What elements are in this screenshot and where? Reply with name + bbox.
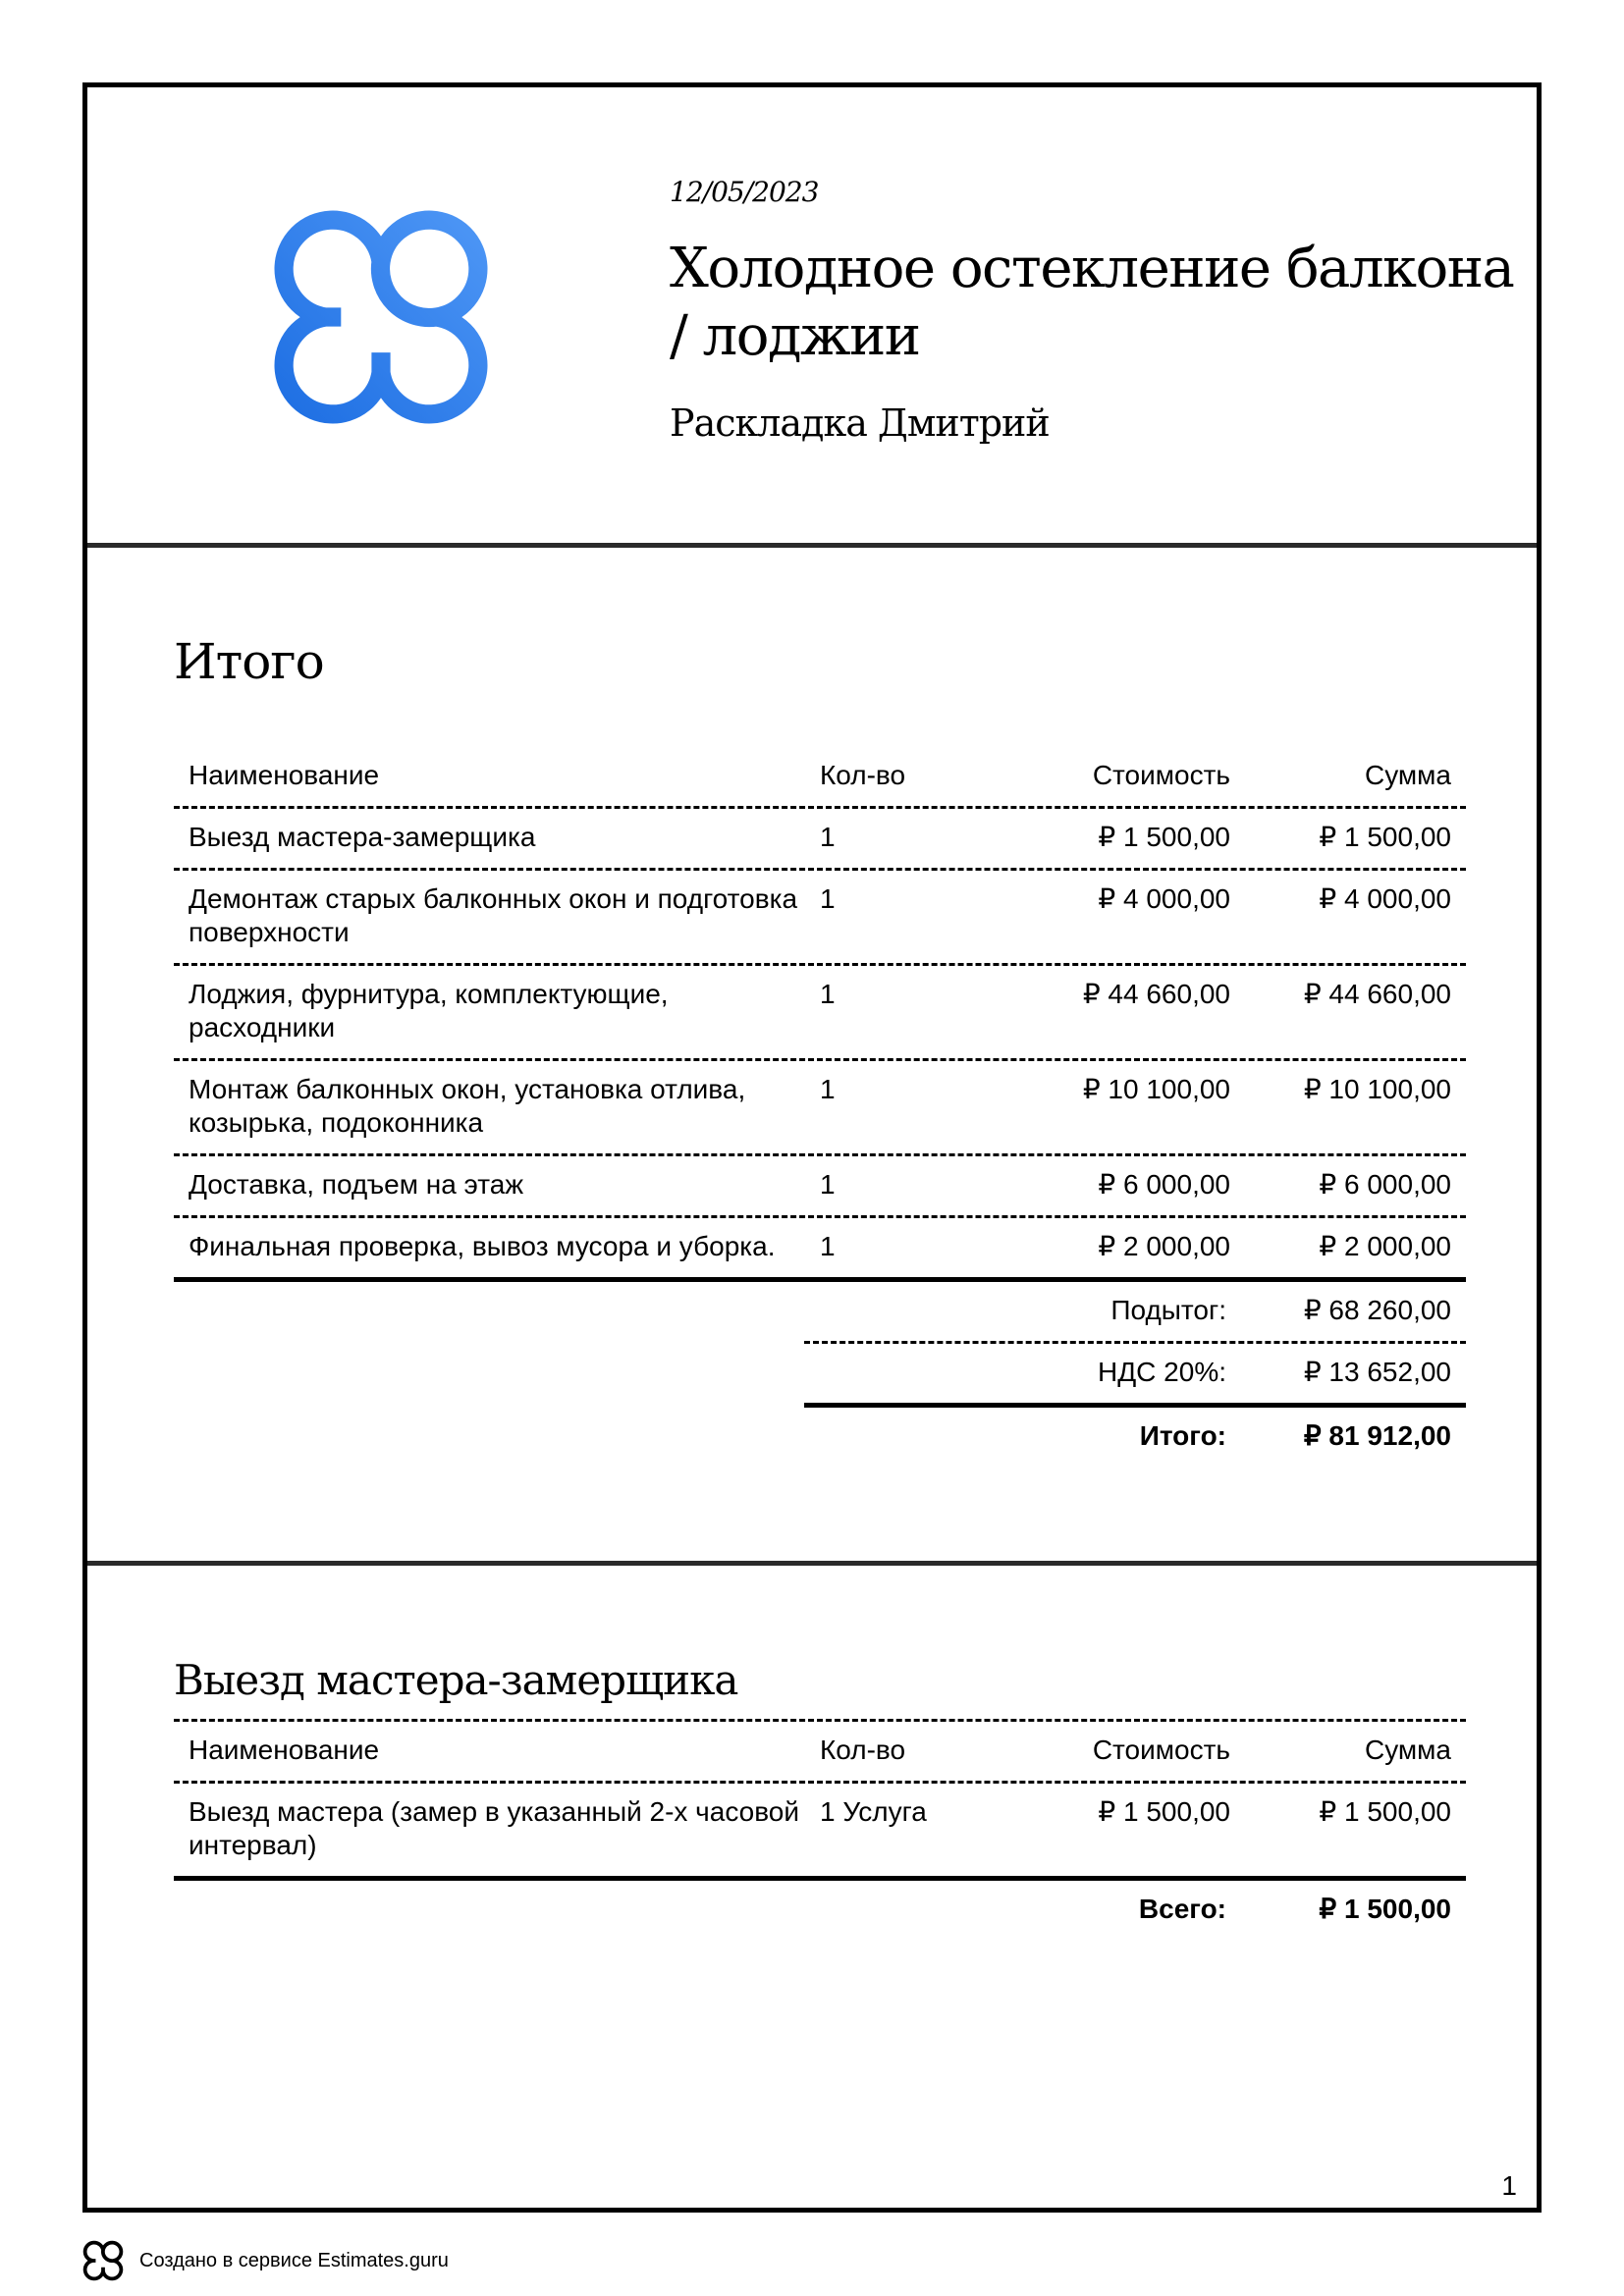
item-qty: 1 Услуга xyxy=(820,1796,927,1827)
section-divider xyxy=(87,543,1537,548)
item-qty: 1 xyxy=(820,1074,836,1104)
totals-block xyxy=(804,1282,1466,1467)
item-cost: ₽ 1 500,00 xyxy=(1098,1796,1230,1827)
item-sum: ₽ 4 000,00 xyxy=(1319,883,1451,914)
item-sum: ₽ 2 000,00 xyxy=(1319,1231,1451,1261)
table-row xyxy=(174,1218,1466,1277)
item-name: Выезд мастера-замерщика xyxy=(189,822,536,852)
total-value: ₽ 1 500,00 xyxy=(1319,1894,1451,1924)
section-table xyxy=(174,1719,1466,1940)
table-row xyxy=(174,871,1466,963)
item-sum: ₽ 1 500,00 xyxy=(1319,822,1451,852)
footer xyxy=(82,2240,449,2281)
section-divider xyxy=(87,1561,1537,1566)
item-qty: 1 xyxy=(820,1231,836,1261)
table-header xyxy=(174,747,1466,806)
table-row xyxy=(174,809,1466,868)
item-sum: ₽ 44 660,00 xyxy=(1303,979,1451,1009)
col-sum-header: Сумма xyxy=(1365,1735,1451,1765)
vat-value: ₽ 13 652,00 xyxy=(1303,1357,1451,1387)
col-cost-header: Стоимость xyxy=(1092,760,1230,790)
col-cost-header: Стоимость xyxy=(1092,1735,1230,1765)
table-row xyxy=(174,1061,1466,1153)
col-qty-header: Кол-во xyxy=(820,760,906,790)
item-cost: ₽ 6 000,00 xyxy=(1098,1169,1230,1200)
item-name: Финальная проверка, вывоз мусора и уборка. xyxy=(189,1231,776,1261)
total-label: Всего: xyxy=(1138,1894,1226,1924)
item-name: Монтаж балконных окон, установка отлива, козырька, подоконника xyxy=(189,1074,746,1138)
total-row xyxy=(804,1408,1466,1467)
item-sum: ₽ 6 000,00 xyxy=(1319,1169,1451,1200)
item-qty: 1 xyxy=(820,822,836,852)
vat-label: НДС 20%: xyxy=(1097,1357,1226,1387)
col-name-header: Наименование xyxy=(189,1735,380,1765)
document-date: 12/05/2023 xyxy=(670,176,819,208)
item-name: Доставка, подъем на этаж xyxy=(189,1169,524,1200)
item-cost: ₽ 2 000,00 xyxy=(1098,1231,1230,1261)
item-name: Выезд мастера (замер в указанный 2-х часовой интервал) xyxy=(189,1796,799,1860)
col-qty-header: Кол-во xyxy=(820,1735,906,1765)
item-name: Демонтаж старых балконных окон и подготовка поверхности xyxy=(189,883,798,947)
total-value: ₽ 81 912,00 xyxy=(1303,1420,1451,1451)
item-cost: ₽ 4 000,00 xyxy=(1098,883,1230,914)
document-title: Холодное остекление балкона / лоджии xyxy=(670,237,1514,368)
item-qty: 1 xyxy=(820,883,836,914)
estimates-logo-icon xyxy=(82,2240,124,2281)
item-sum: ₽ 1 500,00 xyxy=(1319,1796,1451,1827)
col-sum-header: Сумма xyxy=(1365,760,1451,790)
item-sum: ₽ 10 100,00 xyxy=(1303,1074,1451,1104)
vat-row xyxy=(804,1344,1466,1403)
item-cost: ₽ 44 660,00 xyxy=(1082,979,1230,1009)
subtotal-row xyxy=(804,1282,1466,1341)
col-name-header: Наименование xyxy=(189,760,380,790)
summary-table xyxy=(174,747,1466,1467)
item-qty: 1 xyxy=(820,1169,836,1200)
table-row xyxy=(174,966,1466,1058)
table-header xyxy=(174,1722,1466,1781)
item-name: Лоджия, фурнитура, комплектующие, расходники xyxy=(189,979,669,1042)
totals-block xyxy=(804,1881,1466,1940)
document-subtitle: Раскладка Дмитрий xyxy=(670,401,1050,445)
total-row xyxy=(804,1881,1466,1940)
estimates-logo-icon xyxy=(270,206,492,428)
footer-text: Создано в сервисе Estimates.guru xyxy=(139,2249,449,2271)
summary-title: Итого xyxy=(174,633,324,690)
subtotal-value: ₽ 68 260,00 xyxy=(1303,1295,1451,1325)
page-frame xyxy=(82,82,1542,2213)
section-title: Выезд мастера-замерщика xyxy=(174,1656,738,1704)
page-number: 1 xyxy=(1501,2170,1517,2201)
table-row xyxy=(174,1156,1466,1215)
subtotal-label: Подытог: xyxy=(1110,1295,1226,1325)
item-cost: ₽ 10 100,00 xyxy=(1082,1074,1230,1104)
total-label: Итого: xyxy=(1139,1420,1226,1451)
table-row xyxy=(174,1784,1466,1876)
item-cost: ₽ 1 500,00 xyxy=(1098,822,1230,852)
item-qty: 1 xyxy=(820,979,836,1009)
